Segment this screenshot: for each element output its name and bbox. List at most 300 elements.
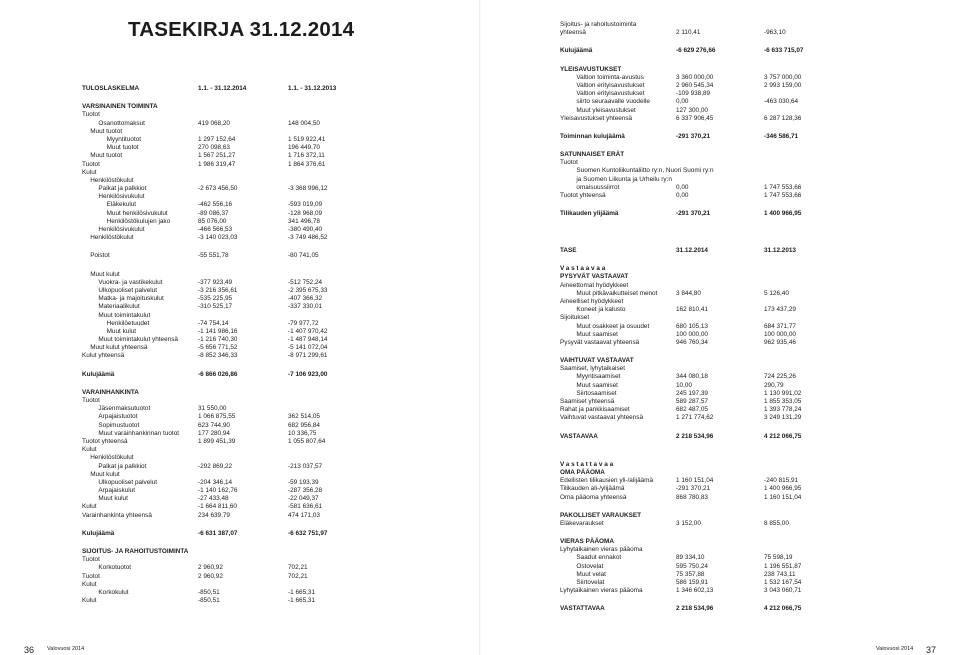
- row-label: Siirtovelat: [576, 579, 605, 586]
- statement-row: [82, 111, 442, 119]
- value-current-year: 2 960 545,34: [676, 81, 714, 89]
- row-label: Vastattavaa: [560, 460, 615, 468]
- value-previous-year: 148 004,50: [288, 119, 320, 127]
- row-spacer: [82, 93, 442, 103]
- statement-row: [560, 469, 920, 477]
- value-current-year: 0,00: [676, 183, 689, 191]
- row-spacer: [560, 347, 920, 357]
- row-spacer: [560, 141, 920, 151]
- value-current-year: -27 433,48: [198, 495, 229, 503]
- value-current-year: -55 551,78: [198, 252, 229, 260]
- row-label: Ulkopuoliset palvelut: [98, 286, 158, 294]
- row-label: VIERAS PÄÄOMA: [560, 538, 614, 546]
- value-previous-year: 962 935,46: [764, 338, 796, 346]
- value-current-year: 245 197,39: [676, 389, 708, 397]
- balance-sheet-section: [560, 247, 920, 614]
- value-current-year: 1 297 152,64: [198, 135, 236, 143]
- value-previous-year: -6 632 751,97: [288, 529, 328, 537]
- footer-publication-right: Valovuosi 2014: [876, 646, 914, 652]
- value-current-year: 234 639,79: [198, 511, 230, 519]
- row-label: Muut yleisavustukset: [576, 106, 636, 114]
- value-current-year: -292 869,22: [198, 462, 233, 470]
- statement-row: [82, 371, 442, 379]
- row-label: Arpajaistuotot: [98, 413, 138, 421]
- statement-row: [82, 352, 442, 360]
- value-current-year: 270 098,63: [198, 144, 230, 152]
- value-previous-year: -59 193,39: [288, 478, 319, 486]
- statement-row: [560, 546, 920, 554]
- value-current-year: -2 673 456,50: [198, 185, 238, 193]
- row-label: Toiminnan kulujäämä: [560, 132, 625, 140]
- row-label: Aineettomat hyödykkeet: [560, 281, 629, 289]
- value-previous-year: 3 757 000,00: [764, 73, 802, 81]
- value-previous-year: 3 043 060,71: [764, 587, 802, 595]
- row-label: ja Suomen Liikunta ja Urheilu ry:n: [576, 175, 672, 183]
- statement-row: [560, 167, 920, 175]
- row-spacer: [560, 502, 920, 512]
- value-current-year: -1 664 811,60: [198, 503, 237, 511]
- value-previous-year: 1 400 966,95: [764, 210, 802, 218]
- row-label: Tuotot: [82, 160, 100, 168]
- value-current-year: 946 760,34: [676, 338, 708, 346]
- row-label: Poistot: [90, 252, 110, 260]
- value-previous-year: 100 000,00: [764, 330, 796, 338]
- value-current-year: 680 105,13: [676, 322, 708, 330]
- statement-row: [560, 390, 920, 398]
- row-label: Sijoitukset: [560, 314, 590, 322]
- value-previous-year: 684 371,77: [764, 322, 796, 330]
- value-current-year: 6 337 906,45: [676, 114, 714, 122]
- row-label: Muut kulut: [98, 495, 128, 503]
- statement-row: [560, 357, 920, 365]
- statement-row: [560, 339, 920, 347]
- statement-row: [82, 152, 442, 160]
- statement-row: [82, 128, 442, 136]
- value-current-year: -1 216 740,30: [198, 336, 238, 344]
- value-previous-year: 1 130 991,02: [764, 389, 802, 397]
- value-current-year: 1 567 251,27: [198, 152, 236, 160]
- statement-row: [560, 494, 920, 502]
- row-label: Muut saamiset: [576, 330, 618, 338]
- row-label: Henkilöetuudet: [106, 319, 150, 327]
- value-current-year: -466 566,53: [198, 226, 233, 233]
- income-statement-continued-section: [560, 21, 920, 218]
- row-label: Eläkevaraukset: [560, 519, 604, 527]
- value-previous-year: 1 393 778,24: [764, 406, 802, 414]
- row-label: VARSINAINEN TOIMINTA: [82, 103, 158, 111]
- statement-row: [560, 461, 920, 469]
- statement-row: [82, 234, 442, 242]
- row-label: Muut kulut: [90, 270, 120, 278]
- value-previous-year: 238 743,11: [764, 570, 796, 578]
- statement-row: [560, 282, 920, 290]
- statement-row: [560, 210, 920, 218]
- statement-row: [82, 548, 442, 556]
- statement-row: [82, 397, 442, 405]
- value-current-year: -109 938,89: [676, 90, 711, 98]
- row-spacer: [560, 423, 920, 433]
- row-spacer: [82, 361, 442, 371]
- statement-row: [82, 463, 442, 471]
- statement-row: [82, 144, 442, 152]
- statement-row: [82, 210, 442, 218]
- row-label: VASTAAVAA: [560, 432, 598, 440]
- value-previous-year: -1 665,31: [288, 597, 316, 605]
- value-current-year: 31.12.2014: [676, 247, 708, 254]
- value-previous-year: 1 716 372,11: [288, 152, 325, 160]
- row-label: Muut osakkeet ja osuudet: [576, 322, 650, 330]
- value-previous-year: 1.1. - 31.12.2013: [288, 85, 337, 92]
- value-previous-year: 2 993 159,00: [764, 81, 802, 89]
- value-current-year: 623 744,90: [198, 421, 230, 429]
- row-label: Kulujäämä: [82, 529, 115, 537]
- value-current-year: 1 160 151,04: [676, 477, 714, 485]
- statement-row: [82, 413, 442, 421]
- statement-row: [82, 279, 442, 287]
- value-current-year: -89 086,37: [198, 209, 229, 217]
- value-previous-year: -593 019,09: [288, 201, 323, 209]
- statement-row: [82, 271, 442, 279]
- row-label: Kulut: [82, 580, 97, 588]
- value-current-year: -291 370,21: [676, 132, 711, 140]
- statement-row: [82, 169, 442, 177]
- row-label: Tuotot yhteensä: [560, 192, 606, 199]
- row-label: omaisuussiirrot: [576, 183, 620, 191]
- row-label: Myyntituotot: [106, 135, 142, 143]
- statement-row: [560, 579, 920, 587]
- statement-row: [82, 226, 442, 234]
- statement-row: [82, 556, 442, 564]
- statement-row: [82, 438, 442, 446]
- statement-row: [82, 328, 442, 336]
- value-previous-year: 8 855,00: [764, 519, 789, 527]
- row-label: Muut saamiset: [576, 381, 618, 389]
- statement-row: [82, 103, 442, 111]
- value-current-year: 10,00: [676, 381, 692, 389]
- statement-row: [560, 184, 920, 192]
- row-spacer: [82, 538, 442, 548]
- row-label: Saamiset, lyhytaikaiset: [560, 365, 625, 373]
- statement-row: [82, 430, 442, 438]
- statement-row: [82, 479, 442, 487]
- value-previous-year: 474 171,03: [288, 511, 320, 519]
- statement-row: [560, 398, 920, 406]
- row-label: Vastaavaa: [560, 265, 608, 273]
- value-previous-year: -22 049,37: [288, 495, 319, 503]
- row-label: Muut tuotot: [106, 144, 139, 152]
- statement-row: [82, 303, 442, 311]
- value-current-year: -1 141 986,16: [198, 327, 238, 335]
- statement-row: [560, 414, 920, 422]
- row-label: Saamiset yhteensä: [560, 398, 615, 405]
- statement-row: [560, 306, 920, 314]
- value-current-year: 1 346 602,13: [676, 587, 714, 595]
- value-current-year: -310 525,17: [198, 303, 233, 311]
- statement-row: [560, 520, 920, 528]
- statement-row: [560, 273, 920, 281]
- row-label: Valtion erityisavustukset: [576, 90, 645, 98]
- statement-row: [82, 446, 442, 454]
- row-label: Muut varainhankinnan tuotot: [98, 429, 180, 437]
- value-current-year: 2 218 534,96: [676, 432, 714, 440]
- statement-row: [560, 331, 920, 339]
- row-label: Kulujäämä: [560, 47, 593, 55]
- row-label: Myyntisaamiset: [576, 373, 621, 381]
- value-previous-year: 5 126,40: [764, 289, 789, 297]
- row-label: Tuotot yhteensä: [82, 437, 128, 445]
- statement-row: [82, 581, 442, 589]
- value-previous-year: 682 956,84: [288, 421, 320, 429]
- statement-row: [560, 107, 920, 115]
- row-label: VAIHTUVAT VASTAAVAT: [560, 357, 634, 365]
- row-label: Suomen Kuntoliikuntaliitto ry:n, Nuori Suomi ry:n: [576, 167, 714, 175]
- row-label: YLEISAVUSTUKSET: [560, 65, 622, 73]
- value-previous-year: -346 586,71: [764, 132, 799, 140]
- value-current-year: -6 629 276,66: [676, 47, 716, 55]
- row-label: Ostovelat: [576, 562, 604, 570]
- statement-row: [82, 422, 442, 430]
- statement-row: [82, 85, 442, 93]
- value-current-year: 3 360 000,00: [676, 73, 714, 81]
- value-previous-year: 31.12.2013: [764, 247, 796, 254]
- statement-row: [82, 336, 442, 344]
- statement-row: [82, 573, 442, 581]
- value-previous-year: 702,21: [288, 564, 308, 572]
- row-label: Tuotot: [560, 159, 578, 167]
- statement-row: [560, 176, 920, 184]
- value-current-year: 589 287,57: [676, 398, 708, 405]
- statement-row: [82, 454, 442, 462]
- row-label: Muut kulut: [106, 327, 137, 335]
- statement-row: [560, 314, 920, 322]
- value-current-year: -535 225,95: [198, 295, 233, 303]
- row-spacer: [82, 520, 442, 530]
- statement-row: [560, 133, 920, 141]
- row-label: Korkokulut: [98, 588, 129, 596]
- value-previous-year: 1 747 553,66: [764, 183, 802, 191]
- page-title: TASEKIRJA 31.12.2014: [128, 18, 355, 41]
- statement-row: [82, 252, 442, 260]
- row-spacer: [560, 451, 920, 461]
- row-label: TULOSLASKELMA: [82, 85, 140, 92]
- value-current-year: -377 923,49: [198, 278, 233, 286]
- row-label: Tuotot: [82, 397, 100, 404]
- statement-row: [560, 21, 920, 29]
- value-current-year: -204 346,14: [198, 478, 233, 486]
- row-label: Tuotot: [82, 556, 100, 564]
- statement-row: [560, 538, 920, 546]
- value-previous-year: -1 407 970,42: [288, 327, 328, 335]
- value-previous-year: -128 968,09: [288, 209, 323, 217]
- value-previous-year: 1 519 922,41: [288, 135, 326, 143]
- value-previous-year: 1 196 551,87: [764, 562, 802, 570]
- value-previous-year: 3 249 131,29: [764, 414, 802, 422]
- row-label: Muut toimintakulut yhteensä: [98, 336, 178, 344]
- statement-row: [82, 471, 442, 479]
- statement-row: [82, 295, 442, 303]
- value-previous-year: 290,79: [764, 381, 784, 389]
- statement-row: [560, 192, 920, 200]
- statement-row: [560, 433, 920, 441]
- row-label: Henkilöstökulut: [90, 234, 134, 242]
- row-label: Kulujäämä: [82, 370, 115, 378]
- row-label: TASE: [560, 247, 577, 254]
- statement-row: [560, 373, 920, 381]
- row-label: Tilikauden ylijäämä: [560, 210, 619, 218]
- row-label: PYSYVÄT VASTAAVAT: [560, 273, 629, 281]
- row-label: Henkilöstökulut: [90, 454, 134, 462]
- row-label: Koneet ja kalusto: [576, 306, 626, 314]
- row-label: Kulut yhteensä: [82, 352, 125, 360]
- value-current-year: -3 216 356,61: [198, 286, 238, 294]
- value-previous-year: 196 449,70: [288, 144, 320, 152]
- value-current-year: 85 076,00: [198, 217, 227, 225]
- row-label: VASTATTAVAA: [560, 605, 605, 613]
- value-current-year: -8 852 346,33: [198, 352, 238, 360]
- row-label: Siirtosaamiset: [576, 389, 617, 397]
- statement-row: [82, 597, 442, 605]
- row-label: Muut henkilösivukulut: [106, 209, 168, 217]
- row-label: Muut velat: [576, 570, 606, 578]
- value-previous-year: 10 336,75: [288, 429, 317, 437]
- value-current-year: 682 487,05: [676, 406, 708, 414]
- page-number-left: 36: [24, 645, 35, 655]
- statement-row: [82, 487, 442, 495]
- value-current-year: 89 334,10: [676, 554, 705, 562]
- statement-row: [82, 389, 442, 397]
- footer-publication-left: Valovuosi 2014: [47, 646, 85, 652]
- statement-row: [560, 587, 920, 595]
- row-label: Valtion erityisavustukset: [576, 81, 645, 89]
- statement-row: [82, 589, 442, 597]
- row-label: Materiaalikulut: [98, 303, 140, 311]
- value-current-year: -291 370,21: [676, 210, 711, 218]
- statement-row: [560, 90, 920, 98]
- statement-row: [82, 344, 442, 352]
- row-label: Henkilösivukulut: [98, 226, 145, 233]
- row-spacer: [82, 261, 442, 271]
- value-previous-year: 6 287 128,36: [764, 114, 802, 122]
- value-current-year: 2 960,92: [198, 564, 223, 572]
- row-spacer: [560, 441, 920, 451]
- row-label: Jäsenmaksutuotot: [98, 405, 151, 413]
- statement-row: [560, 74, 920, 82]
- value-current-year: 2 218 534,96: [676, 605, 714, 613]
- row-label: Muut toimintakulut: [98, 311, 151, 319]
- row-label: Muut tuotot: [90, 152, 123, 160]
- row-spacer: [560, 37, 920, 47]
- row-label: Kulut: [82, 597, 97, 605]
- statement-row: [560, 382, 920, 390]
- value-previous-year: -7 106 923,00: [288, 370, 328, 378]
- row-label: Tilikauden ali-/ylijäämä: [560, 485, 625, 493]
- value-current-year: 595 750,24: [676, 562, 708, 570]
- value-previous-year: 1 055 807,64: [288, 437, 326, 445]
- value-previous-year: 362 514,05: [288, 413, 320, 421]
- statement-row: [560, 563, 920, 571]
- value-current-year: -74 754,14: [198, 319, 229, 327]
- row-spacer: [560, 200, 920, 210]
- row-label: Lyhytaikainen vieras pääoma: [560, 546, 643, 554]
- row-label: Henkilösivukulut: [98, 193, 145, 201]
- value-previous-year: -5 141 072,04: [288, 344, 328, 352]
- row-spacer: [560, 528, 920, 538]
- value-previous-year: -963,10: [764, 29, 786, 37]
- statement-row: [82, 405, 442, 413]
- row-spacer: [560, 56, 920, 66]
- statement-row: [560, 323, 920, 331]
- statement-row: [560, 82, 920, 90]
- value-previous-year: -1 665,31: [288, 588, 316, 596]
- value-current-year: -850,51: [198, 597, 220, 605]
- value-previous-year: -8 971 299,61: [288, 352, 328, 360]
- statement-row: [82, 512, 442, 520]
- value-previous-year: 1 400 966,95: [764, 485, 802, 493]
- row-label: Tuotot: [82, 111, 100, 119]
- row-label: Korkotuotot: [98, 564, 132, 572]
- statement-row: [82, 120, 442, 128]
- value-previous-year: -240 815,91: [764, 477, 799, 485]
- value-current-year: 177 280,94: [198, 429, 230, 437]
- income-statement-section: [82, 85, 442, 605]
- row-label: Kulut: [82, 168, 97, 176]
- row-label: Yleisavustukset yhteensä: [560, 114, 633, 122]
- statement-row: [560, 247, 920, 255]
- value-current-year: 127 300,00: [676, 106, 708, 114]
- row-label: Pysyvät vastaavat yhteensä: [560, 338, 640, 346]
- row-label: Osanottomaksut: [98, 119, 145, 127]
- value-previous-year: -337 330,01: [288, 303, 323, 311]
- row-label: Tuotot: [82, 572, 100, 580]
- value-current-year: -5 656 771,52: [198, 344, 238, 352]
- statement-row: [560, 571, 920, 579]
- row-label: Muut pitkävaikutteiset menot: [576, 289, 658, 297]
- value-current-year: 2 110,41: [676, 29, 701, 37]
- statement-row: [560, 29, 920, 37]
- statement-row: [560, 512, 920, 520]
- value-previous-year: 724 225,26: [764, 373, 796, 381]
- value-current-year: 1 066 875,55: [198, 413, 236, 421]
- row-label: Palkat ja palkkiot: [98, 185, 147, 193]
- value-previous-year: 1 855 353,05: [764, 398, 802, 405]
- value-previous-year: 702,21: [288, 572, 308, 580]
- statement-row: [560, 98, 920, 106]
- statement-row: [82, 185, 442, 193]
- page-gutter: [479, 0, 481, 655]
- row-label: Kulut: [82, 503, 97, 511]
- row-label: SATUNNAISET ERÄT: [560, 151, 625, 159]
- value-current-year: 344 080,18: [676, 373, 708, 381]
- row-label: yhteensä: [560, 29, 586, 37]
- value-previous-year: -213 037,57: [288, 462, 323, 470]
- value-current-year: 3 844,80: [676, 289, 701, 297]
- statement-row: [560, 605, 920, 613]
- page-number-right: 37: [926, 645, 937, 655]
- row-label: Muut tuotot: [90, 127, 123, 135]
- statement-row: [560, 115, 920, 123]
- row-label: SIJOITUS- JA RAHOITUSTOIMINTA: [82, 548, 189, 555]
- row-label: Edellisten tilikausien yli-/alijäämä: [560, 477, 654, 485]
- row-label: Valtion toiminta-avustus: [576, 73, 644, 81]
- value-previous-year: 341 496,78: [288, 217, 320, 225]
- value-current-year: -6 866 026,86: [198, 370, 238, 378]
- value-previous-year: 75 598,19: [764, 554, 793, 562]
- value-current-year: 419 068,20: [198, 119, 230, 127]
- value-previous-year: 1 864 376,61: [288, 160, 326, 168]
- statement-row: [82, 503, 442, 511]
- statement-row: [82, 177, 442, 185]
- value-previous-year: -463 030,64: [764, 98, 799, 106]
